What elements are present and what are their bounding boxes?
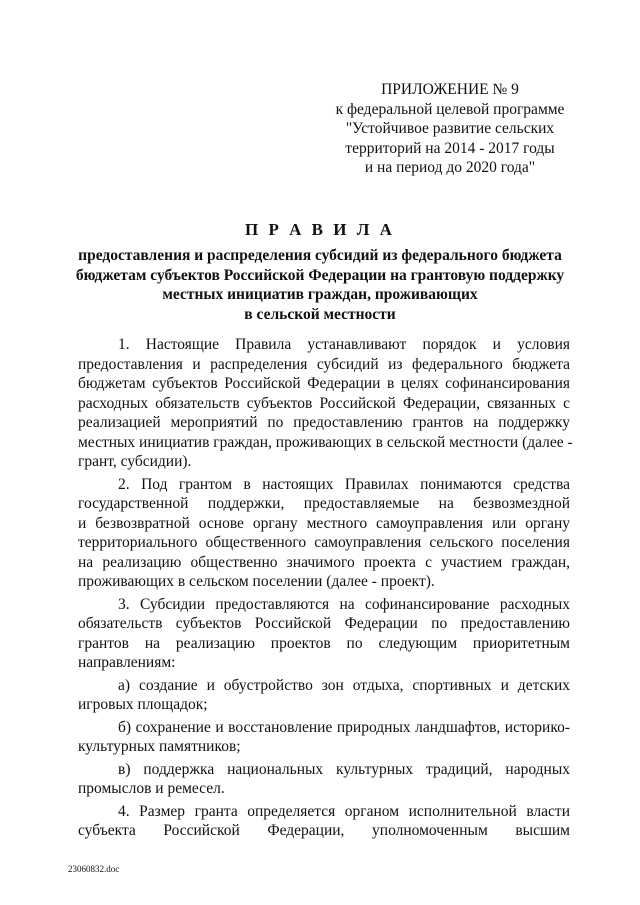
subtitle-line: в сельской местности <box>244 305 396 323</box>
text-line: обязательств субъектов Российской Федерации по предоставлению <box>78 615 570 632</box>
text-line: предоставления и распределения субсидий из федерального бюджета <box>78 355 570 373</box>
text-line: государственной поддержки, предоставляемые на безвозмездной <box>78 495 570 512</box>
appendix-line: к федеральной целевой программе <box>335 100 565 118</box>
text-line: бюджетам субъектов Российской Федерации в целях софинансирования <box>78 375 570 392</box>
text-line: игровых площадок; <box>78 696 208 713</box>
text-line: 2. Под грантом в настоящих Правилах понимаются средства <box>118 475 570 493</box>
text-line: грантов на реализацию проектов по следующим приоритетным <box>78 634 570 652</box>
text-line: 1. Настоящие Правила устанавливают порядок и условия <box>118 336 570 353</box>
text-line: местных инициатив граждан, проживающих в сельской местности (далее - <box>78 433 573 451</box>
text-line: и безвозвратной основе органу местного самоуправления или органу <box>78 514 570 532</box>
document-title: П Р А В И Л А <box>245 220 395 239</box>
paragraph-2 <box>78 475 570 592</box>
text-line: а) создание и обустройство зон отдыха, спортивных и детских <box>118 676 570 694</box>
text-line: на реализацию общественно значимого проекта с участием граждан, <box>78 553 570 571</box>
document-body <box>78 335 573 841</box>
list-item-b <box>78 718 570 757</box>
appendix-header <box>300 80 600 178</box>
text-line: 4. Размер гранта определяется органом исполнительной власти <box>118 802 570 820</box>
text-line: проживающих в сельском поселении (далее - проект). <box>78 573 435 590</box>
paragraph-4 <box>78 802 570 841</box>
text-line: субъекта Российской Федерации, уполномоченным высшим <box>78 822 570 839</box>
paragraph-1 <box>78 335 573 472</box>
paragraph-3 <box>78 595 570 673</box>
text-line: территориального общественного самоуправления сельского поселения <box>78 534 570 551</box>
appendix-line: "Устойчивое развитие сельских <box>345 120 555 137</box>
document-subtitle <box>60 246 580 324</box>
text-line: культурных памятников; <box>78 738 241 755</box>
text-line: расходных обязательств субъектов Российской Федерации, связанных с <box>78 394 570 412</box>
text-line: направлениям: <box>78 654 176 671</box>
text-line: б) сохранение и восстановление природных ландшафтов, историко- <box>118 718 570 736</box>
text-line: грант, субсидии). <box>78 453 192 470</box>
text-line: промыслов и ремесел. <box>78 780 225 797</box>
appendix-number: ПРИЛОЖЕНИЕ № 9 <box>381 81 519 98</box>
footer-filename: 23060832.doc <box>68 864 120 874</box>
text-line: реализацией мероприятий по предоставлению грантов на поддержку <box>78 414 570 431</box>
text-line: 3. Субсидии предоставляются на софинансирование расходных <box>118 595 570 613</box>
subtitle-line: бюджетам субъектов Российской Федерации на грантовую поддержку <box>75 266 565 284</box>
list-item-a <box>78 676 570 715</box>
subtitle-line: предоставления и распределения субсидий из федерального бюджета <box>78 247 562 264</box>
appendix-line: и на период до 2020 года" <box>364 159 536 176</box>
subtitle-line: местных инициатив граждан, проживающих <box>162 286 478 303</box>
appendix-line: территорий на 2014 - 2017 годы <box>345 139 555 157</box>
text-line: в) поддержка национальных культурных традиций, народных <box>118 760 570 778</box>
list-item-v <box>78 760 570 799</box>
